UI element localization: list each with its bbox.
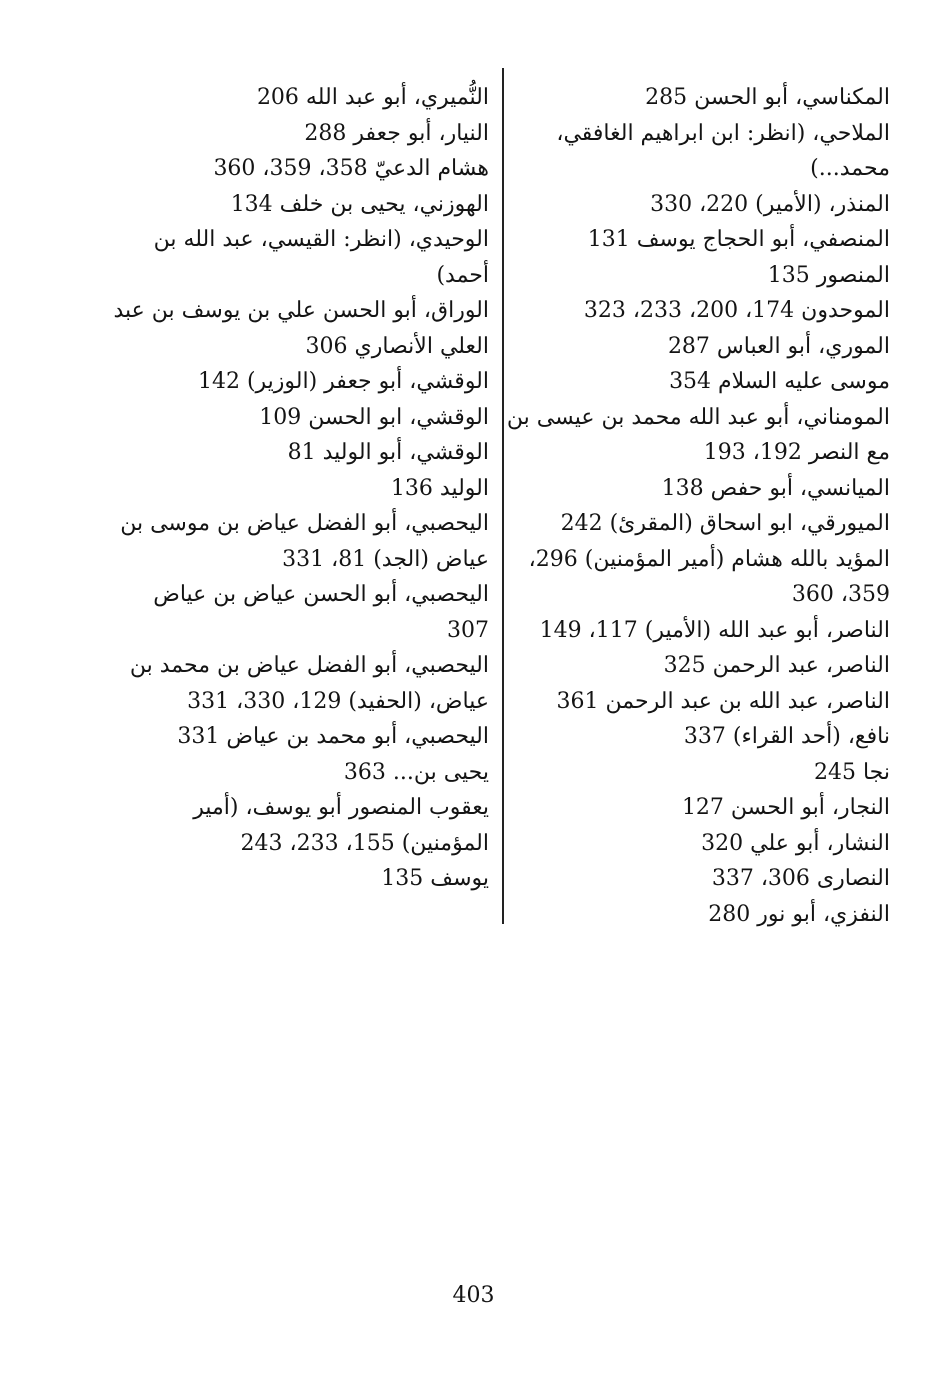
index-entry — [94, 471, 489, 507]
index-entry-line: النيار، أبو جعفر 288 — [304, 120, 489, 146]
index-entry — [510, 258, 890, 294]
index-entry — [94, 435, 489, 471]
index-entry — [94, 187, 489, 223]
index-entry — [506, 400, 890, 471]
index-entry-line: الملاحي، (انظر: ابن ابراهيم الغافقي، — [556, 120, 890, 146]
index-entry-line: الوقشي، أبو جعفر (الوزير) 142 — [197, 369, 489, 394]
index-entry — [94, 648, 489, 719]
index-entry-line: الهوزني، يحيى بن خلف 134 — [230, 191, 489, 217]
index-entry-line: اليحصبي، أبو الفضل عياض بن موسى بن — [120, 511, 489, 536]
index-entry-line: الموحدون 174، 200، 233، 323 — [583, 298, 890, 323]
index-entry — [510, 116, 890, 187]
index-entry-line: موسى عليه السلام 354 — [669, 369, 890, 394]
index-entry — [510, 790, 890, 826]
index-entry — [510, 471, 890, 507]
index-entry — [94, 116, 489, 152]
index-entry-line: الناصر، عبد الرحمن 325 — [663, 653, 890, 678]
index-entry-line: المومناني، أبو عبد الله محمد بن عيسى بن — [506, 404, 890, 430]
index-entry-line: نجا 245 — [813, 759, 890, 785]
index-entry-line: الوراق، أبو الحسن علي بن يوسف بن عبد — [113, 298, 489, 323]
index-entry-continuation: عياض، (الحفيد) 129، 330، 331 — [187, 688, 489, 714]
index-column-right — [506, 80, 890, 932]
index-entry-line: النُّميري، أبو عبد الله 206 — [256, 85, 489, 110]
index-entry — [510, 648, 890, 684]
index-entry — [510, 187, 890, 223]
index-entry — [510, 329, 890, 365]
index-entry-line: اليحصبي، أبو الفضل عياض بن محمد بن — [129, 653, 489, 678]
index-entry-line: هشام الدعيّ 358، 359، 360 — [213, 156, 489, 181]
index-entry — [94, 151, 489, 187]
index-entry — [510, 293, 890, 329]
column-divider — [502, 68, 504, 924]
index-entry — [510, 222, 890, 258]
index-entry-line: المؤيد بالله هشام (أمير المؤمنين) 296، — [528, 546, 890, 572]
index-entry-line: اليحصبي، أبو الحسن عياض بن عياض — [153, 582, 489, 607]
page-number: 403 — [452, 1283, 495, 1308]
index-entry-continuation: محمد...) — [810, 156, 890, 181]
index-entry — [510, 684, 890, 720]
index-entry-continuation: مع النصر 192، 193 — [703, 440, 890, 465]
index-entry — [94, 293, 489, 364]
index-entry-line: يوسف 135 — [381, 866, 489, 891]
index-entry-continuation: عياض (الجد) 81، 331 — [282, 546, 489, 572]
index-entry — [94, 506, 489, 577]
index-entry-line: يعقوب المنصور أبو يوسف، (أمير — [193, 795, 489, 820]
index-entry — [510, 897, 890, 933]
index-entry-line: المنذر، (الأمير) 220، 330 — [650, 191, 890, 217]
index-entry-continuation: 307 — [447, 617, 489, 643]
index-entry-line: المنصور 135 — [767, 262, 890, 288]
index-entry — [94, 400, 489, 436]
index-entry — [510, 506, 890, 542]
index-entry — [510, 826, 890, 862]
index-entry — [94, 861, 489, 897]
index-entry — [510, 755, 890, 791]
index-entry — [94, 719, 489, 755]
index-entry-continuation: المؤمنين) 155، 233، 243 — [240, 830, 489, 856]
index-entry-continuation: 359، 360 — [791, 582, 890, 607]
index-entry — [510, 364, 890, 400]
index-entry — [94, 577, 489, 648]
index-entry — [510, 719, 890, 755]
index-entry-line: يحيى بن... 363 — [343, 759, 489, 785]
index-entry-line: الميورقي، ابو اسحاق (المقرئ) 242 — [560, 511, 890, 536]
index-entry — [510, 613, 890, 649]
index-entry-line: النصارى 306، 337 — [711, 866, 890, 891]
index-entry-line: نافع، (أحد القراء) 337 — [683, 724, 890, 749]
index-entry — [510, 80, 890, 116]
index-column-left — [94, 80, 489, 897]
index-entry-line: النشار، أبو علي 320 — [701, 830, 890, 856]
index-entry — [94, 790, 489, 861]
index-entry — [510, 542, 890, 613]
index-entry-line: الوليد 136 — [390, 475, 489, 501]
index-entry — [94, 80, 489, 116]
index-entry-line: الموري، أبو العباس 287 — [667, 333, 890, 359]
index-entry-line: المنصفي، أبو الحجاج يوسف 131 — [587, 227, 890, 252]
index-entry — [510, 861, 890, 897]
index-entry — [94, 364, 489, 400]
index-entry-line: المكناسي، أبو الحسن 285 — [645, 85, 890, 110]
index-entry-continuation: العلي الأنصاري 306 — [305, 333, 489, 359]
index-entry-line: النفزي، أبو نور 280 — [708, 901, 890, 927]
index-entry-line: النجار، أبو الحسن 127 — [681, 795, 890, 820]
index-entry-line: الناصر، عبد الله بن عبد الرحمن 361 — [556, 688, 890, 714]
index-entry-continuation: أحمد) — [436, 262, 489, 288]
index-entry-line: الوقشي، ابو الحسن 109 — [259, 404, 489, 430]
index-entry-line: الميانسي، أبو حفص 138 — [661, 475, 890, 501]
index-entry-line: الناصر، أبو عبد الله (الأمير) 117، 149 — [539, 617, 890, 643]
index-entry-line: الوقشي، أبو الوليد 81 — [287, 440, 489, 465]
index-entry — [94, 755, 489, 791]
index-entry-line: اليحصبي، أبو محمد بن عياض 331 — [177, 724, 489, 749]
index-entry-line: الوحيدي، (انظر: القيسي، عبد الله بن — [153, 227, 489, 252]
index-entry — [94, 222, 489, 293]
